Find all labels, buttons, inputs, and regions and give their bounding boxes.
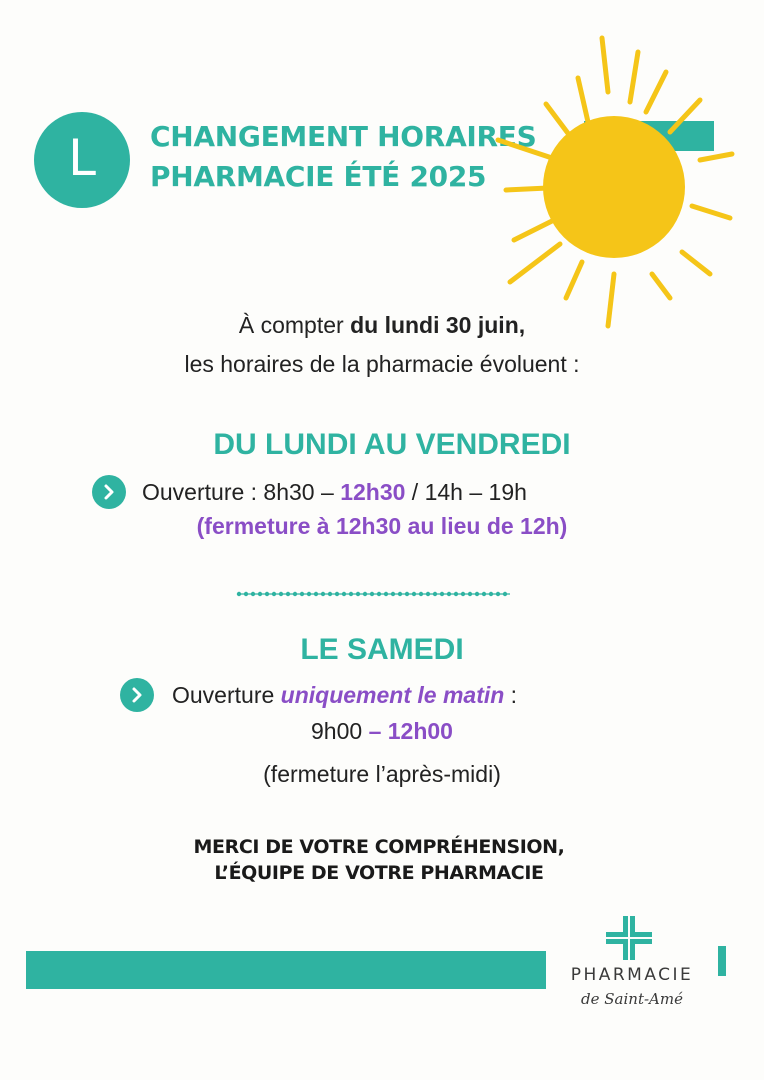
divider-dot	[503, 592, 507, 596]
weekdays-opening-row	[92, 475, 527, 509]
brand-subtitle: de Saint-Amé	[581, 990, 683, 1008]
divider-dot	[454, 592, 458, 596]
divider-dot	[363, 592, 367, 596]
divider-dot	[279, 592, 283, 596]
saturday-opening-row	[120, 678, 517, 712]
thanks-line-2: L’ÉQUIPE DE VOTRE PHARMACIE	[214, 862, 544, 884]
divider-dot	[433, 592, 437, 596]
footer-accent	[718, 946, 726, 976]
divider-dot	[496, 592, 500, 596]
intro-line-2: les horaires de la pharmacie évoluent :	[184, 351, 580, 377]
divider-dot	[475, 592, 479, 596]
brand-name: PHARMACIE	[570, 965, 694, 985]
intro-date: du lundi 30 juin,	[350, 312, 526, 338]
dotted-divider	[236, 589, 512, 599]
sun-icon	[470, 30, 740, 340]
title-line-1: CHANGEMENT HORAIRES	[150, 120, 537, 153]
divider-dot	[377, 592, 381, 596]
footer-bar	[26, 951, 546, 989]
divider-dot	[412, 592, 416, 596]
weekdays-heading: DU LUNDI AU VENDREDI	[213, 428, 571, 461]
divider-dot	[468, 592, 472, 596]
weekdays-opening-label: Ouverture : 8h30 –	[142, 478, 341, 505]
logo-letter: L	[68, 129, 96, 187]
saturday-heading: LE SAMEDI	[300, 633, 464, 666]
divider-dot	[419, 592, 423, 596]
divider-dot	[482, 592, 486, 596]
divider-dot	[265, 592, 269, 596]
weekdays-opening-text	[142, 479, 527, 506]
divider-dot	[258, 592, 262, 596]
divider-dot	[342, 592, 346, 596]
divider-dot	[405, 592, 409, 596]
chevron-right-icon	[92, 475, 126, 509]
divider-dot	[370, 592, 374, 596]
chevron-right-icon	[120, 678, 154, 712]
divider-dot	[251, 592, 255, 596]
divider-dot	[244, 592, 248, 596]
weekdays-note: (fermeture à 12h30 au lieu de 12h)	[196, 513, 568, 539]
saturday-hours	[0, 718, 764, 745]
divider-dot	[314, 592, 318, 596]
logo-circle	[34, 112, 130, 208]
divider-dot	[300, 592, 304, 596]
divider-dot	[356, 592, 360, 596]
divider-dot	[307, 592, 311, 596]
weekdays-opening-highlight: 12h30	[340, 478, 406, 505]
intro-prefix: À compter	[238, 312, 351, 338]
saturday-hours-end: – 12h00	[362, 718, 453, 744]
divider-dot	[349, 592, 353, 596]
weekdays-opening-rest: / 14h – 19h	[405, 478, 527, 505]
divider-dot	[321, 592, 325, 596]
pharmacy-cross-icon	[606, 916, 652, 960]
title-line-2: PHARMACIE ÉTÉ 2025	[150, 160, 487, 193]
saturday-note: (fermeture l’après-midi)	[263, 761, 501, 787]
divider-dot	[440, 592, 444, 596]
divider-dot	[426, 592, 430, 596]
saturday-opening-highlight: uniquement le matin	[280, 681, 505, 708]
divider-dot	[447, 592, 451, 596]
saturday-opening-text	[172, 682, 517, 709]
divider-dot	[391, 592, 395, 596]
divider-dot	[293, 592, 297, 596]
saturday-opening-rest: :	[504, 681, 518, 708]
divider-dot	[384, 592, 388, 596]
saturday-opening-label: Ouverture	[172, 681, 281, 708]
intro-line-1	[0, 312, 764, 339]
divider-dot	[398, 592, 402, 596]
divider-dot	[461, 592, 465, 596]
divider-dot	[286, 592, 290, 596]
divider-dot	[237, 592, 241, 596]
thanks-line-1: MERCI DE VOTRE COMPRÉHENSION,	[193, 836, 565, 858]
saturday-hours-start: 9h00	[311, 718, 363, 744]
divider-dot	[272, 592, 276, 596]
divider-dot	[328, 592, 332, 596]
divider-dot	[335, 592, 339, 596]
divider-dot	[489, 592, 493, 596]
